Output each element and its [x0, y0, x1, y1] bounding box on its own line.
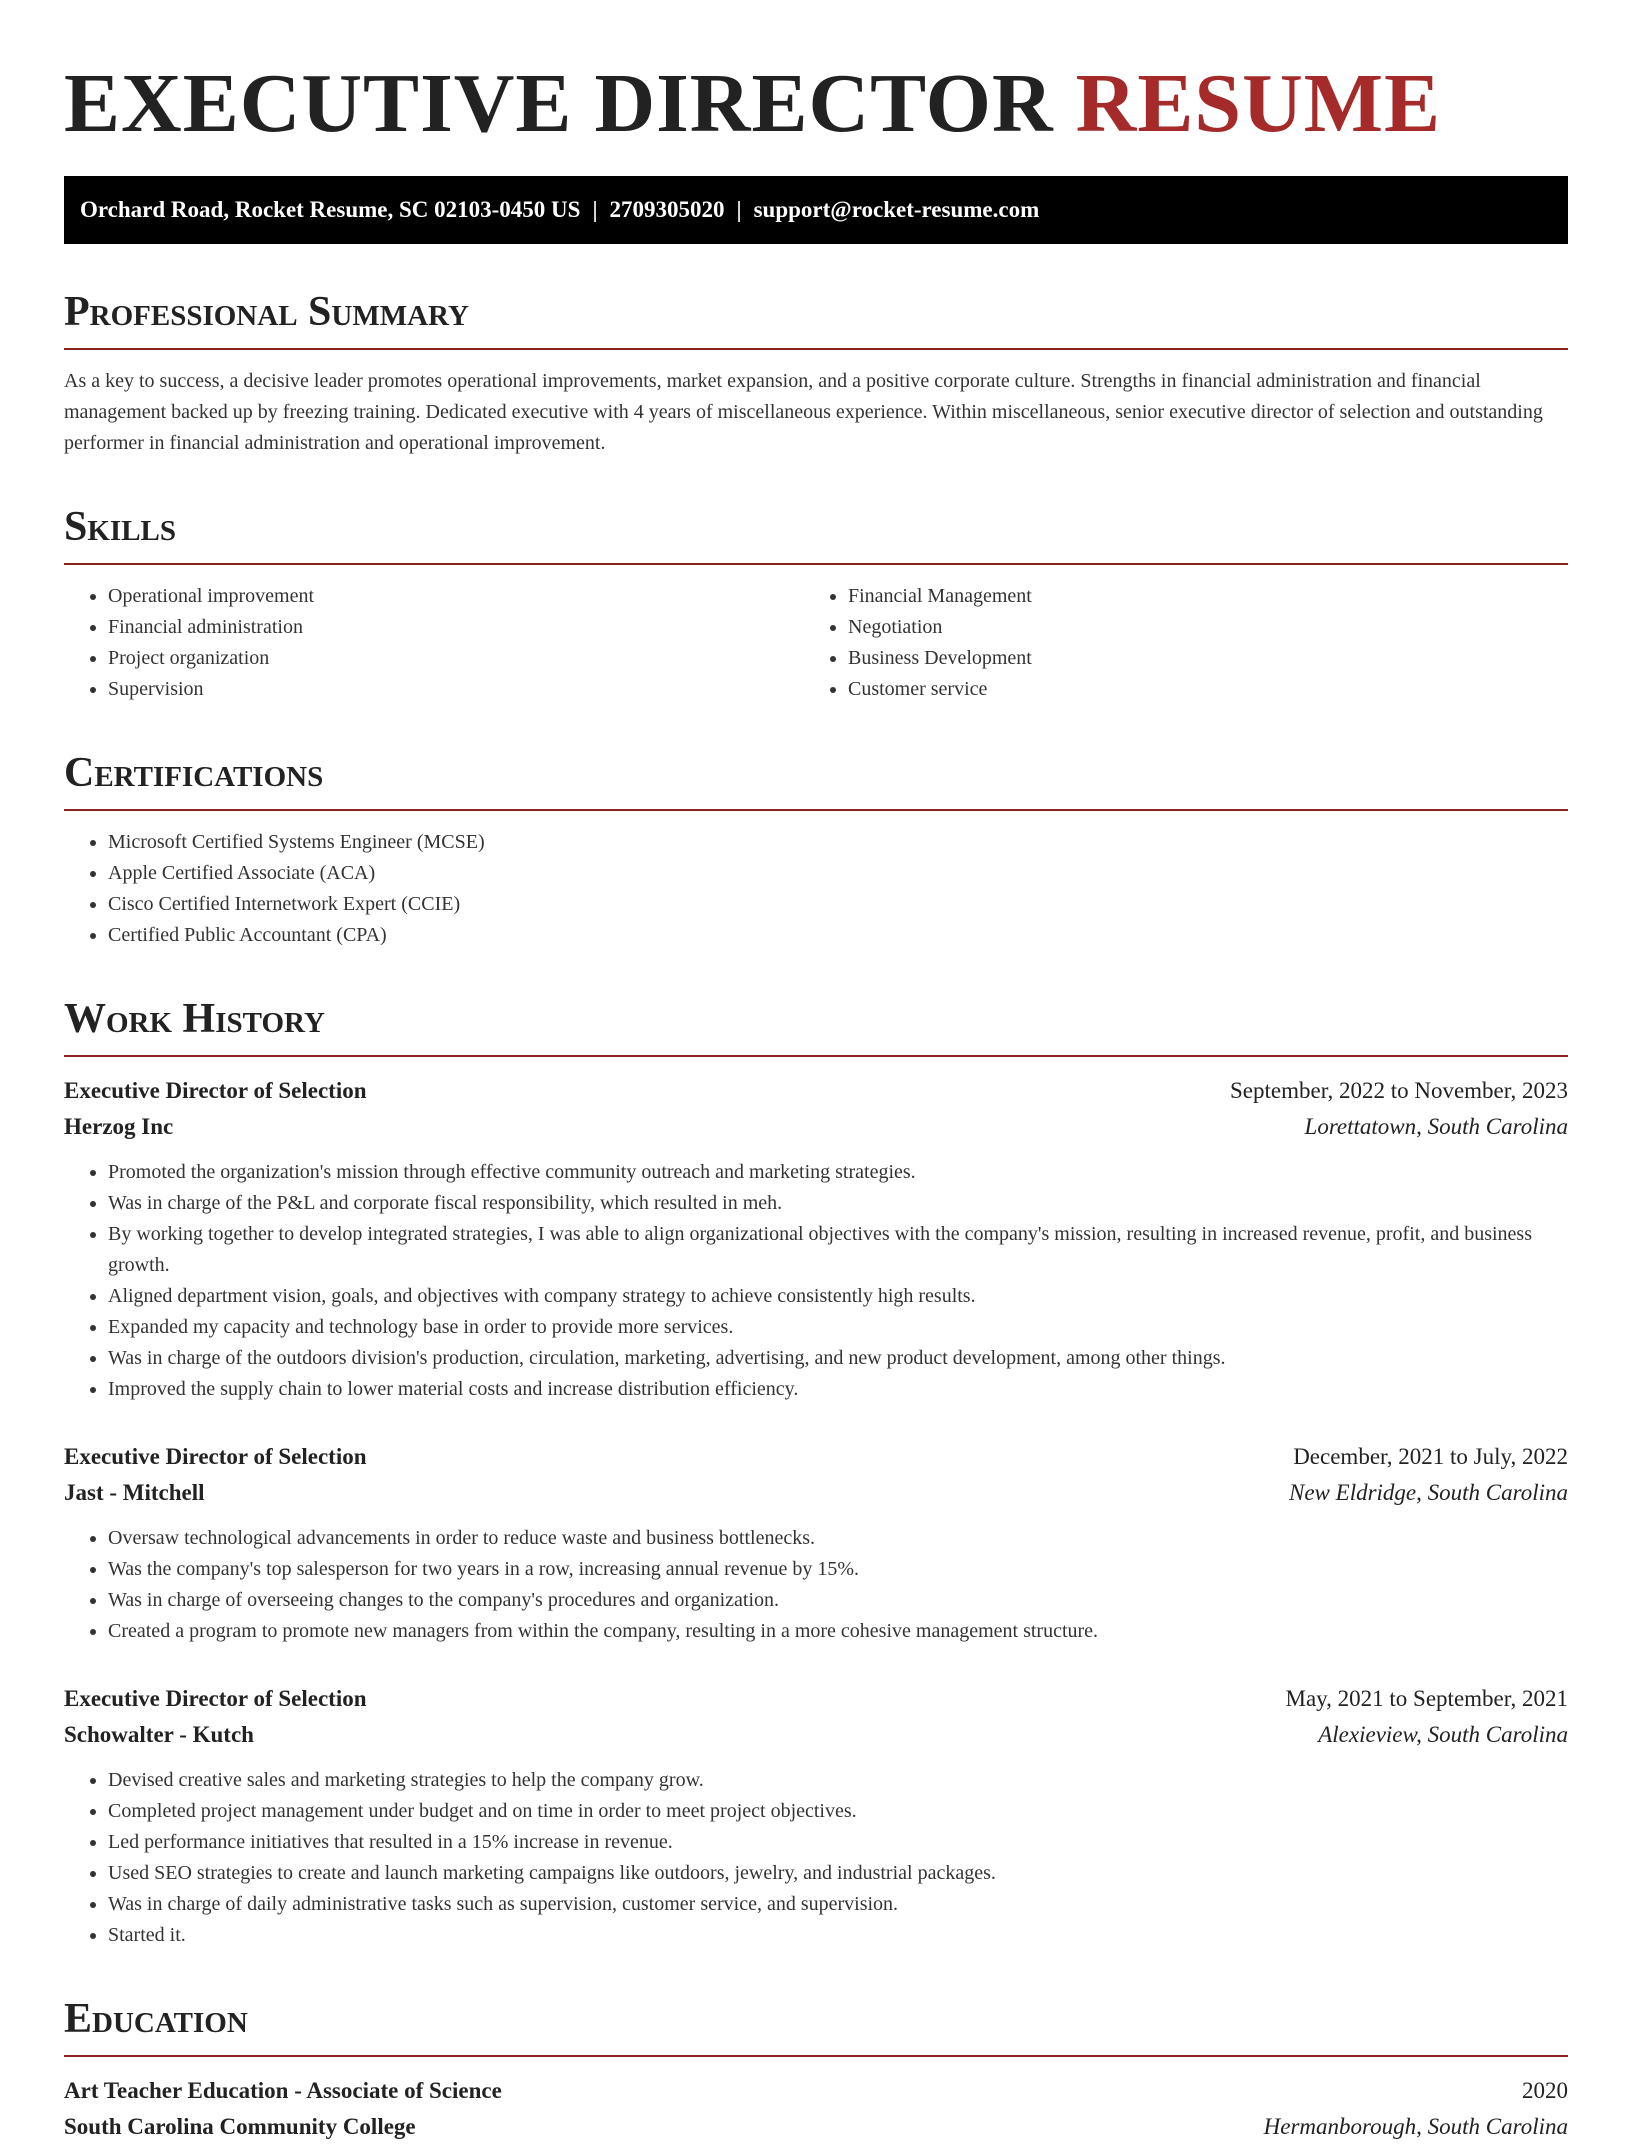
job-title: Executive Director of Selection: [64, 1444, 367, 1469]
contact-separator: |: [592, 197, 598, 222]
skill-item: • Financial Management: [848, 581, 1544, 612]
job-dates: May, 2021 to September, 2021: [1285, 1686, 1568, 1711]
skill-item: • Negotiation: [848, 612, 1544, 643]
job-bullets: [64, 1157, 1568, 1405]
job-bullet: • Used SEO strategies to create and launch marketing campaigns like outdoors, jewelry, and industrial packages.: [108, 1858, 1568, 1889]
title-accent: RESUME: [1075, 57, 1442, 150]
certifications-list: [64, 827, 1568, 951]
education-degree: Art Teacher Education - Associate of Science: [64, 2078, 502, 2103]
certifications-section: [64, 749, 1568, 951]
certification-item: • Cisco Certified Internetwork Expert (CCIE): [108, 889, 1568, 920]
contact-email[interactable]: support@rocket-resume.com: [753, 197, 1040, 222]
certification-item: • Certified Public Accountant (CPA): [108, 920, 1568, 951]
job-dates: December, 2021 to July, 2022: [1293, 1444, 1568, 1469]
job-company: Schowalter - Kutch: [64, 1722, 254, 1747]
job-bullet: • Was in charge of daily administrative tasks such as supervision, customer service, and supervision.: [108, 1889, 1568, 1920]
skill-item: • Supervision: [108, 674, 804, 705]
skills-list-left: [64, 581, 804, 705]
contact-address: Orchard Road, Rocket Resume, SC 02103-0450 US: [80, 197, 581, 222]
job-company-row: [64, 1717, 1568, 1753]
certification-item: • Microsoft Certified Systems Engineer (MCSE): [108, 827, 1568, 858]
job-bullets: [64, 1523, 1568, 1647]
job-bullets: [64, 1765, 1568, 1951]
job-title-row: [64, 1439, 1568, 1475]
job-bullet: • Devised creative sales and marketing strategies to help the company grow.: [108, 1765, 1568, 1796]
job-bullet: • Started it.: [108, 1920, 1568, 1951]
skills-list-right: [804, 581, 1544, 705]
job-bullet: • Created a program to promote new managers from within the company, resulting in a more cohesive management structure.: [108, 1616, 1568, 1647]
job-bullet: • Promoted the organization's mission through effective community outreach and marketing strategies.: [108, 1157, 1568, 1188]
skills-grid: [64, 565, 1568, 705]
work-history-heading: Work History: [64, 995, 1568, 1057]
title-main: EXECUTIVE DIRECTOR: [64, 57, 1054, 150]
job-entry: [64, 1681, 1568, 1951]
contact-phone[interactable]: 2709305020: [609, 197, 725, 222]
contact-separator: |: [736, 197, 742, 222]
education-year: 2020: [1522, 2078, 1568, 2103]
education-degree-row: [64, 2073, 1568, 2109]
job-company: Herzog Inc: [64, 1114, 174, 1139]
job-bullet: • Oversaw technological advancements in order to reduce waste and business bottlenecks.: [108, 1523, 1568, 1554]
skill-item: • Customer service: [848, 674, 1544, 705]
job-bullet: • Led performance initiatives that resulted in a 15% increase in revenue.: [108, 1827, 1568, 1858]
job-title-row: [64, 1073, 1568, 1109]
job-bullet: • Expanded my capacity and technology base in order to provide more services.: [108, 1312, 1568, 1343]
certification-item: • Apple Certified Associate (ACA): [108, 858, 1568, 889]
job-entry: [64, 1073, 1568, 1405]
job-company-row: [64, 1109, 1568, 1145]
education-entry: [64, 2073, 1568, 2145]
job-entry: [64, 1439, 1568, 1647]
skills-section: [64, 503, 1568, 705]
certifications-heading: Certifications: [64, 749, 1568, 811]
job-location: Lorettatown, South Carolina: [1304, 1114, 1568, 1139]
education-school: South Carolina Community College: [64, 2114, 416, 2139]
skill-item: • Financial administration: [108, 612, 804, 643]
skill-item: • Operational improvement: [108, 581, 804, 612]
job-dates: September, 2022 to November, 2023: [1230, 1078, 1568, 1103]
job-bullet: • Aligned department vision, goals, and objectives with company strategy to achieve consistently high results.: [108, 1281, 1568, 1312]
job-company-row: [64, 1475, 1568, 1511]
skills-heading: Skills: [64, 503, 1568, 565]
job-bullet: • Was the company's top salesperson for two years in a row, increasing annual revenue by 15%.: [108, 1554, 1568, 1585]
summary-section: [64, 288, 1568, 459]
education-school-row: [64, 2109, 1568, 2145]
job-bullet: • Was in charge of overseeing changes to the company's procedures and organization.: [108, 1585, 1568, 1616]
job-bullet: • Was in charge of the outdoors division's production, circulation, marketing, advertising, and new product development, among other things.: [108, 1343, 1568, 1374]
education-section: [64, 1995, 1568, 2145]
job-title: Executive Director of Selection: [64, 1686, 367, 1711]
job-location: New Eldridge, South Carolina: [1289, 1480, 1568, 1505]
skill-item: • Business Development: [848, 643, 1544, 674]
resume-page: [64, 0, 1568, 2145]
skill-item: • Project organization: [108, 643, 804, 674]
job-bullet: • By working together to develop integrated strategies, I was able to align organizational objectives with the company's mission, resulting in increased revenue, profit, and business growth.: [108, 1219, 1568, 1281]
work-history-section: [64, 995, 1568, 1951]
job-title: Executive Director of Selection: [64, 1078, 367, 1103]
summary-text: As a key to success, a decisive leader promotes operational improvements, market expansion, and a positive corporate culture. Strengths in financial administration and financial management backed up by freezing training. Dedicated executive with 4 years of miscellaneous experience. Within miscellaneous, senior executive director of selection and outstanding performer in financial administration and operational improvement.: [64, 370, 1543, 454]
job-bullet: • Improved the supply chain to lower material costs and increase distribution efficiency.: [108, 1374, 1568, 1405]
job-title-row: [64, 1681, 1568, 1717]
education-location: Hermanborough, South Carolina: [1263, 2114, 1568, 2139]
job-company: Jast - Mitchell: [64, 1480, 205, 1505]
job-location: Alexieview, South Carolina: [1318, 1722, 1568, 1747]
job-bullet: • Was in charge of the P&L and corporate fiscal responsibility, which resulted in meh.: [108, 1188, 1568, 1219]
resume-title: [64, 56, 1568, 152]
education-heading: Education: [64, 1995, 1568, 2057]
contact-bar: [64, 176, 1568, 244]
summary-heading: Professional Summary: [64, 288, 1568, 350]
job-bullet: • Completed project management under budget and on time in order to meet project objectives.: [108, 1796, 1568, 1827]
